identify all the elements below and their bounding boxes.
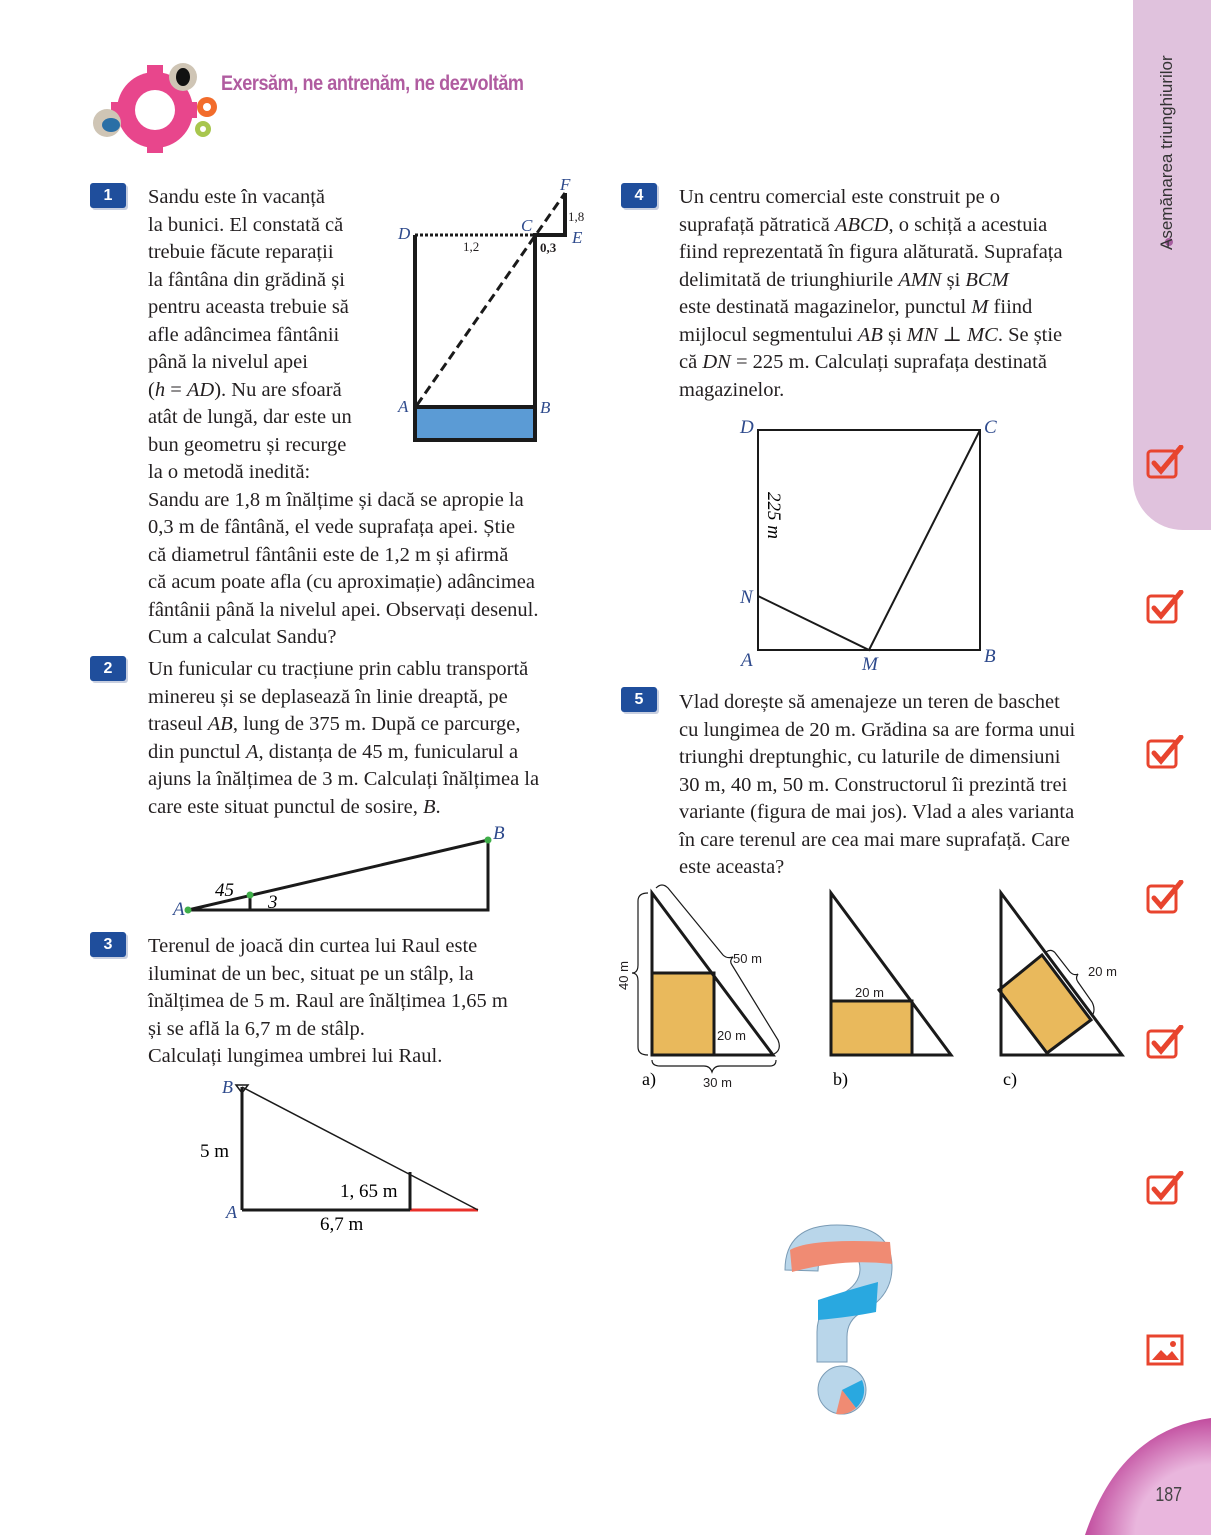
variant-label-b: b)	[833, 1069, 848, 1089]
text-line: atât de lungă, dar este un	[148, 406, 352, 428]
text-line: bun geometru și recurge	[148, 433, 347, 456]
point-A: A	[398, 397, 409, 416]
text-line: înălțimea de 5 m. Raul are înălțimea 1,65 m	[148, 990, 508, 1012]
math-term: B	[422, 795, 436, 818]
point-B: B	[540, 398, 551, 417]
math-term: AB	[857, 323, 883, 346]
math-term: h	[154, 378, 166, 401]
text-line: Un centru comercial este construit pe o	[679, 186, 1001, 208]
text-line: pentru aceasta trebuie să	[148, 296, 349, 318]
point-B: B	[493, 823, 505, 844]
text-line: Un funicular cu tracțiune prin cablu transportă	[148, 658, 529, 680]
text-line: triunghi dreptunghic, cu laturile de dimensiuni	[679, 746, 1061, 768]
text-line: Calculați lungimea umbrei lui Raul.	[148, 1045, 443, 1067]
text-line: la bunici. El constată că	[148, 213, 344, 236]
math-term: BCM	[965, 268, 1009, 291]
figure-funicular	[171, 823, 505, 920]
text-line: minereu și se deplasează în linie dreaptă, pe	[148, 685, 508, 708]
water-surface	[415, 407, 535, 440]
label-5m: 5 m	[200, 1141, 230, 1162]
text-line: la o metodă inedită:	[148, 461, 311, 483]
exercise-number-4: 4	[621, 183, 657, 208]
text-line: 30 m, 40 m, 50 m. Constructorul îi prezintă trei	[679, 773, 1068, 796]
math-term: MN	[906, 323, 938, 346]
exercise-number-3: 3	[90, 932, 126, 957]
label-50m: 50 m	[733, 951, 762, 966]
math-term: ABCD	[834, 213, 889, 236]
text-line: este destinată magazinelor, punctul M fiind	[679, 296, 1033, 318]
text-line: delimitată de triunghiurile AMN și BCM	[679, 268, 1009, 291]
variant-label-a: a)	[642, 1069, 656, 1089]
text-line: afle adâncimea fântânii	[148, 323, 340, 346]
math-term: MC	[967, 323, 998, 346]
text-line: la fântâna din grădină și	[148, 268, 345, 291]
text-line: că diametrul fântânii este de 1,2 m și afirmă	[148, 543, 509, 566]
figure-well	[397, 175, 584, 440]
label-45: 45	[215, 880, 234, 901]
text-line: din punctul A, distanța de 45 m, funicularul a	[148, 740, 519, 763]
question-mark-illustration	[785, 1225, 892, 1414]
text-line: mijlocul segmentului AB și MN ⊥ MC. Se știe	[679, 323, 1063, 346]
point-D: D	[740, 417, 754, 438]
variant-label-c: c)	[1003, 1069, 1017, 1089]
text-line: Terenul de joacă din curtea lui Raul este	[148, 935, 478, 957]
exercise-number-5: 5	[621, 687, 657, 712]
label-distance: 0,3	[540, 240, 557, 255]
text-line: traseul AB, lung de 375 m. După ce parcurge,	[148, 713, 521, 735]
math-term: DN	[702, 351, 731, 373]
text-line: că acum poate afla (cu aproximație) adâncimea	[148, 571, 535, 593]
label-20m: 20 m	[717, 1028, 746, 1043]
exercise-number-2: 2	[90, 656, 126, 681]
text-line: până la nivelul apei	[148, 351, 308, 373]
text-line: iluminat de un bec, situat pe un stâlp, la	[148, 962, 474, 985]
figure-variant-a	[616, 885, 779, 1090]
text-line: variante (figura de mai jos). Vlad a ales varianta	[679, 801, 1075, 823]
text-line: Sandu este în vacanță	[148, 186, 326, 208]
text-line: Sandu are 1,8 m înălțime și dacă se apropie la	[148, 488, 524, 511]
text-line: suprafață pătratică ABCD, o schiță a acestuia	[679, 213, 1048, 236]
point-C: C	[521, 216, 533, 235]
label-67m: 6,7 m	[320, 1214, 364, 1235]
point-B: B	[984, 646, 996, 667]
text-line: care este situat punctul de sosire, B.	[148, 795, 441, 818]
text-line: fântânii până la nivelul apei. Observați desenul.	[148, 598, 539, 621]
corner-decoration	[1085, 1418, 1211, 1535]
label-40m: 40 m	[616, 961, 631, 990]
section-title: Exersăm, ne antrenăm, ne dezvoltăm	[221, 72, 524, 95]
label-diameter: 1,2	[463, 239, 480, 254]
point-F: F	[560, 175, 571, 194]
text-line: fiind reprezentată în figura alăturată. Suprafața	[679, 241, 1063, 263]
text-line: 0,3 m de fântână, el vede suprafața apei. Știe	[148, 516, 516, 538]
point-M: M	[862, 654, 878, 675]
chapter-title: Asemănarea triunghiurilor	[1157, 55, 1176, 250]
text-line: Cum a calculat Sandu?	[148, 626, 337, 648]
point-B: B	[222, 1077, 233, 1097]
point-C: C	[984, 417, 997, 438]
label-20m: 20 m	[1088, 964, 1117, 979]
text-line: în care terenul are cea mai mare suprafață. Care	[679, 828, 1070, 851]
label-20m: 20 m	[855, 985, 884, 1000]
figure-variant-b	[831, 893, 951, 1090]
math-term: AB	[207, 713, 233, 735]
math-term: A	[245, 740, 259, 763]
point-E: E	[572, 228, 583, 247]
text-line: cu lungimea de 20 m. Grădina sa are forma unui	[679, 718, 1076, 741]
math-term: M	[971, 296, 989, 318]
point-A: A	[741, 650, 753, 671]
page-number: 187	[1155, 1484, 1183, 1506]
point-N: N	[740, 587, 753, 608]
figure-lamp-post	[200, 1077, 478, 1235]
math-term: AMN	[898, 268, 942, 291]
label-height: 1,8	[568, 209, 585, 224]
point-A: A	[173, 899, 185, 920]
text-line: ajuns la înălțimea de 3 m. Calculați înălțimea la	[148, 768, 540, 790]
text-line: (h = AD). Nu are sfoară	[148, 378, 342, 401]
label-DN: 225 m	[763, 492, 784, 539]
figure-variant-c	[999, 893, 1122, 1090]
text-line: Vlad dorește să amenajeze un teren de baschet	[679, 691, 1060, 713]
text-line: este aceasta?	[679, 856, 785, 878]
text-line: și se află la 6,7 m de stâlp.	[148, 1017, 365, 1040]
text-line: magazinelor.	[679, 378, 785, 401]
exercise-number-1: 1	[90, 183, 126, 208]
text-line: că DN = 225 m. Calculați suprafața destinată	[679, 351, 1047, 373]
math-term: AD	[186, 378, 215, 401]
label-30m: 30 m	[703, 1075, 732, 1090]
point-D: D	[398, 224, 411, 243]
sight-line	[417, 193, 565, 405]
label-3: 3	[268, 892, 278, 913]
label-165m: 1, 65 m	[340, 1181, 398, 1202]
text-line: trebuie făcute reparații	[148, 241, 334, 263]
figure-square	[739, 417, 997, 675]
point-A: A	[226, 1202, 237, 1222]
